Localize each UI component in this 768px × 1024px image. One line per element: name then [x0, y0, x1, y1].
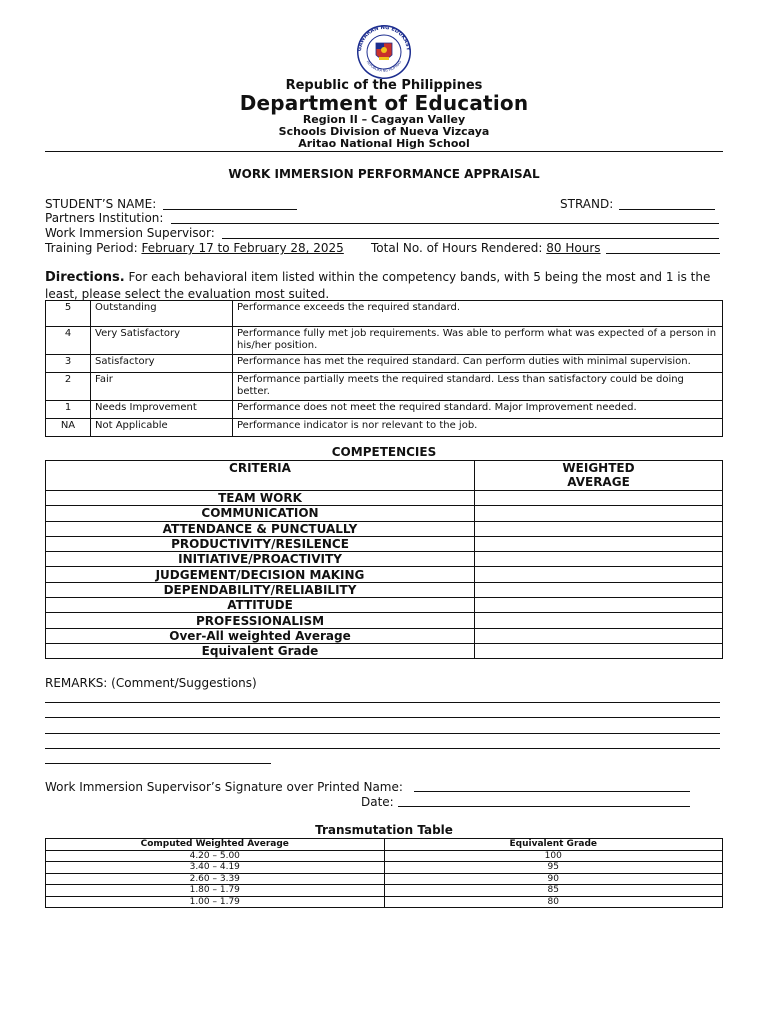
rating-value: 4: [46, 327, 91, 355]
rating-description: Performance has met the required standard. Can perform duties with minimal supervision.: [233, 355, 723, 373]
directions-body: For each behavioral item listed within the competency bands, with 5 being the most and 1 is the least, please select the evaluation most suited.: [45, 270, 711, 301]
grade-value: 80: [384, 896, 723, 908]
competencies-table: [45, 460, 723, 659]
criteria-cell: INITIATIVE/PROACTIVITY: [46, 552, 475, 567]
signature-label: Work Immersion Supervisor’s Signature over Printed Name:: [45, 780, 403, 794]
remarks-line[interactable]: [45, 702, 720, 703]
school-heading: Aritao National High School: [298, 137, 470, 150]
weighted-average-input[interactable]: [475, 552, 723, 567]
training-period-label: Training Period:: [45, 241, 138, 255]
table-header-row: [46, 461, 723, 491]
table-row: [46, 552, 723, 567]
supervisor-label: Work Immersion Supervisor:: [45, 226, 215, 240]
average-range: 2.60 – 3.39: [46, 873, 385, 885]
remarks-line[interactable]: [45, 748, 720, 749]
rating-description: Performance exceeds the required standard.: [233, 301, 723, 327]
weighted-average-input[interactable]: [475, 598, 723, 613]
table-row: [46, 582, 723, 597]
weighted-average-input[interactable]: [475, 491, 723, 506]
partner-institution-label: Partners Institution:: [45, 211, 164, 225]
competencies-title: COMPETENCIES: [331, 445, 437, 459]
table-row: [46, 613, 723, 628]
svg-text:REPUBLIKA NG PILIPINAS: REPUBLIKA NG PILIPINAS: [365, 59, 403, 73]
hours-rendered-label: Total No. of Hours Rendered:: [371, 241, 543, 255]
student-name-field[interactable]: [163, 197, 297, 210]
strand-field[interactable]: [619, 197, 715, 210]
svg-text:KAGAWARAN NG EDUKASYON: GAWARAN NG EDUKASY: [356, 24, 411, 52]
date-label: Date:: [361, 795, 394, 809]
overall-average-input[interactable]: [475, 628, 723, 643]
weighted-average-input[interactable]: [475, 582, 723, 597]
rating-value: 3: [46, 355, 91, 373]
table-row: [46, 896, 723, 908]
computed-average-header: Computed Weighted Average: [46, 839, 385, 851]
grade-value: 90: [384, 873, 723, 885]
region-heading: Region II – Cagayan Valley: [302, 113, 466, 126]
strand-label: STRAND:: [560, 197, 614, 211]
rating-description: Performance fully met job requirements. Was able to perform what was expected of a person in his/her position.: [233, 327, 723, 355]
weighted-average-input[interactable]: [475, 567, 723, 582]
hours-rendered-value: 80 Hours: [546, 241, 601, 255]
weighted-average-input[interactable]: [475, 613, 723, 628]
transmutation-table: [45, 838, 723, 908]
deped-seal-icon: [349, 24, 419, 80]
training-period-row: [45, 241, 344, 255]
rating-level: Fair: [91, 373, 233, 401]
header-divider: [45, 151, 723, 152]
table-row: [46, 506, 723, 521]
table-row: [46, 567, 723, 582]
directions-label: Directions.: [45, 270, 125, 285]
table-row: [46, 885, 723, 897]
criteria-cell: ATTENDANCE & PUNCTUALLY: [46, 521, 475, 536]
table-row: [46, 521, 723, 536]
date-field[interactable]: [398, 794, 690, 807]
table-row: [46, 373, 723, 401]
rating-value: 1: [46, 401, 91, 419]
criteria-header: CRITERIA: [46, 461, 475, 491]
average-range: 1.00 – 1.79: [46, 896, 385, 908]
rating-level: Outstanding: [91, 301, 233, 327]
table-row: [46, 301, 723, 327]
table-header-row: [46, 839, 723, 851]
criteria-cell: TEAM WORK: [46, 491, 475, 506]
overall-average-label: Over-All weighted Average: [46, 628, 475, 643]
criteria-cell: PRODUCTIVITY/RESILENCE: [46, 536, 475, 551]
rating-value: NA: [46, 419, 91, 437]
equivalent-grade-header: Equivalent Grade: [384, 839, 723, 851]
equivalent-grade-label: Equivalent Grade: [46, 643, 475, 658]
table-row: [46, 598, 723, 613]
criteria-cell: PROFESSIONALISM: [46, 613, 475, 628]
table-row: [46, 873, 723, 885]
table-row: [46, 628, 723, 643]
remarks-line[interactable]: [45, 717, 720, 718]
republic-heading: Republic of the Philippines: [285, 78, 483, 93]
table-row: [46, 643, 723, 658]
grade-value: 100: [384, 850, 723, 862]
rating-level: Not Applicable: [91, 419, 233, 437]
average-header-line: AVERAGE: [567, 475, 630, 489]
remarks-line[interactable]: [45, 763, 271, 764]
average-range: 1.80 – 1.79: [46, 885, 385, 897]
remarks-line[interactable]: [45, 733, 720, 734]
table-row: [46, 327, 723, 355]
table-row: [46, 850, 723, 862]
grade-value: 95: [384, 862, 723, 874]
table-row: [46, 355, 723, 373]
grade-value: 85: [384, 885, 723, 897]
rating-description: Performance indicator is nor relevant to the job.: [233, 419, 723, 437]
equivalent-grade-input[interactable]: [475, 643, 723, 658]
table-row: [46, 401, 723, 419]
rating-description: Performance does not meet the required standard. Major Improvement needed.: [233, 401, 723, 419]
rating-description: Performance partially meets the required standard. Less than satisfactory could be doing better.: [233, 373, 723, 401]
criteria-cell: JUDGEMENT/DECISION MAKING: [46, 567, 475, 582]
transmutation-title: Transmutation Table: [315, 823, 453, 837]
signature-field[interactable]: [414, 779, 690, 792]
department-heading: Department of Education: [239, 91, 529, 115]
table-row: [46, 491, 723, 506]
student-name-label: STUDENT’S NAME:: [45, 197, 157, 211]
rating-level: Needs Improvement: [91, 401, 233, 419]
rating-level: Satisfactory: [91, 355, 233, 373]
weighted-header-line: WEIGHTED: [562, 461, 635, 475]
table-row: [46, 419, 723, 437]
table-row: [46, 862, 723, 874]
weighted-average-input[interactable]: [475, 506, 723, 521]
rating-level: Very Satisfactory: [91, 327, 233, 355]
directions-text: [45, 269, 725, 302]
training-period-value: February 17 to February 28, 2025: [141, 241, 344, 255]
remarks-label: REMARKS: (Comment/Suggestions): [45, 676, 257, 690]
division-heading: Schools Division of Nueva Vizcaya: [278, 125, 490, 138]
rating-value: 2: [46, 373, 91, 401]
criteria-cell: DEPENDABILITY/RELIABILITY: [46, 582, 475, 597]
supervisor-field[interactable]: [222, 226, 719, 239]
weighted-average-input[interactable]: [475, 521, 723, 536]
rating-value: 5: [46, 301, 91, 327]
average-range: 4.20 – 5.00: [46, 850, 385, 862]
form-title: WORK IMMERSION PERFORMANCE APPRAISAL: [228, 167, 540, 181]
table-row: [46, 536, 723, 551]
criteria-cell: ATTITUDE: [46, 598, 475, 613]
hours-rendered-row: [371, 241, 601, 255]
partner-institution-field[interactable]: [171, 211, 719, 224]
weighted-average-header: [475, 461, 723, 491]
weighted-average-input[interactable]: [475, 536, 723, 551]
criteria-cell: COMMUNICATION: [46, 506, 475, 521]
hours-rendered-underline: [606, 241, 720, 254]
average-range: 3.40 – 4.19: [46, 862, 385, 874]
rating-scale-table: [45, 300, 723, 437]
